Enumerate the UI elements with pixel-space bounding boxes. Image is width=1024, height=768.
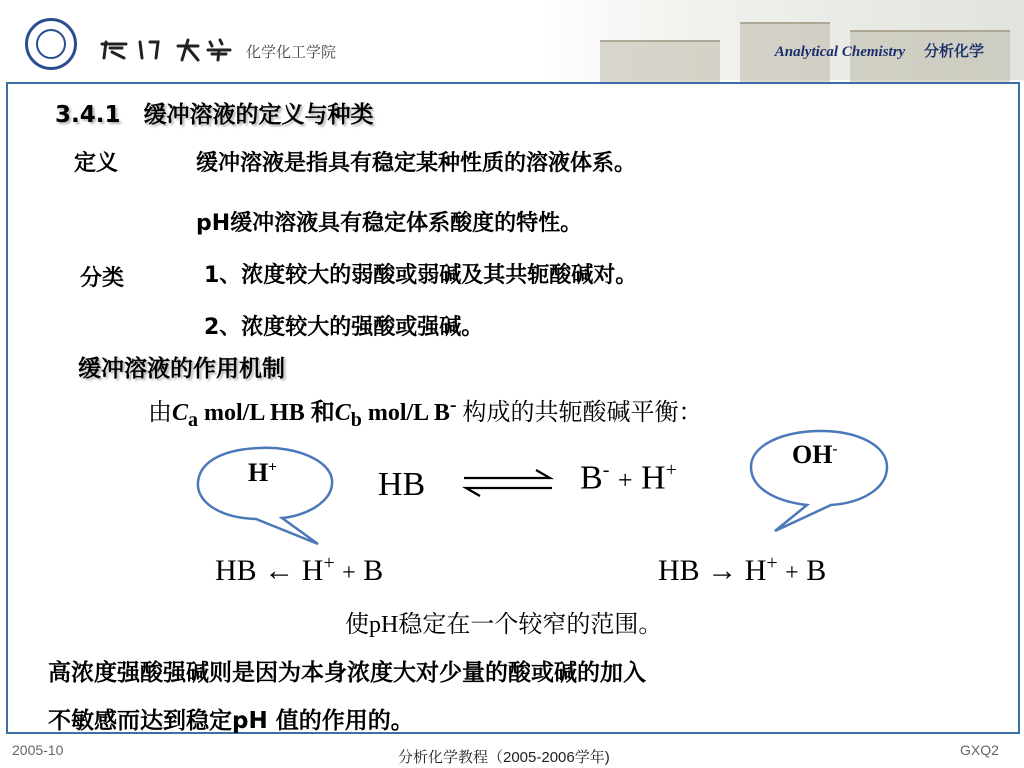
course-title-en: Analytical Chemistry	[774, 44, 906, 60]
bubble-label-h-plus: H+	[248, 458, 277, 487]
equilibrium-arrows-icon	[458, 468, 558, 498]
conclusion-line-2: 不敏感而达到稳定pH 值的作用的。	[48, 708, 414, 734]
footer-author: GXQ2	[960, 742, 999, 758]
university-name-calligraphy-logo	[98, 38, 238, 62]
mechanism-description: 由$C_a$ mol/L HB 和$C_b$ mol/L B- 构成的共轭酸碱平衡：	[148, 394, 703, 431]
definition-text: 缓冲溶液是指具有稳定某种性质的溶液体系。	[196, 151, 637, 176]
university-seal-icon	[25, 18, 77, 70]
college-name: 化学化工学院	[246, 43, 337, 61]
conclusion-line-1: 高浓度强酸强碱则是因为本身浓度大对少量的酸或碱的加入	[48, 660, 646, 686]
slide-header	[0, 0, 1024, 80]
section-heading: 3.4.1 缓冲溶液的定义与种类	[55, 102, 374, 128]
campus-building-image	[600, 40, 720, 82]
category-item-2: 2、浓度较大的强酸或强碱。	[204, 315, 484, 340]
definition-label: 定义	[74, 151, 119, 176]
ph-buffer-text: pH缓冲溶液具有稳定体系酸度的特性。	[196, 211, 583, 236]
mechanism-heading: 缓冲溶液的作用机制	[78, 356, 285, 382]
reaction-acid-addition: HB ← H+ + B	[215, 552, 384, 587]
course-title-cn: 分析化学	[923, 42, 984, 60]
bubble-label-oh-minus: OH-	[792, 440, 838, 469]
footer-course: 分析化学教程（2005-2006学年)	[398, 749, 610, 766]
category-item-1: 1、浓度较大的弱酸或弱碱及其共轭酸碱对。	[204, 263, 638, 288]
equilibrium-right-side: B- + H+	[580, 459, 677, 497]
equilibrium-left-hb: HB	[378, 466, 426, 503]
proton-speech-bubble	[190, 440, 340, 550]
stabilize-text: 使pH稳定在一个较窄的范围。	[345, 612, 663, 638]
reaction-base-addition: HB → H+ + B	[658, 552, 827, 587]
footer-date: 2005-10	[12, 742, 64, 758]
category-label: 分类	[80, 266, 125, 291]
course-title	[775, 40, 984, 61]
